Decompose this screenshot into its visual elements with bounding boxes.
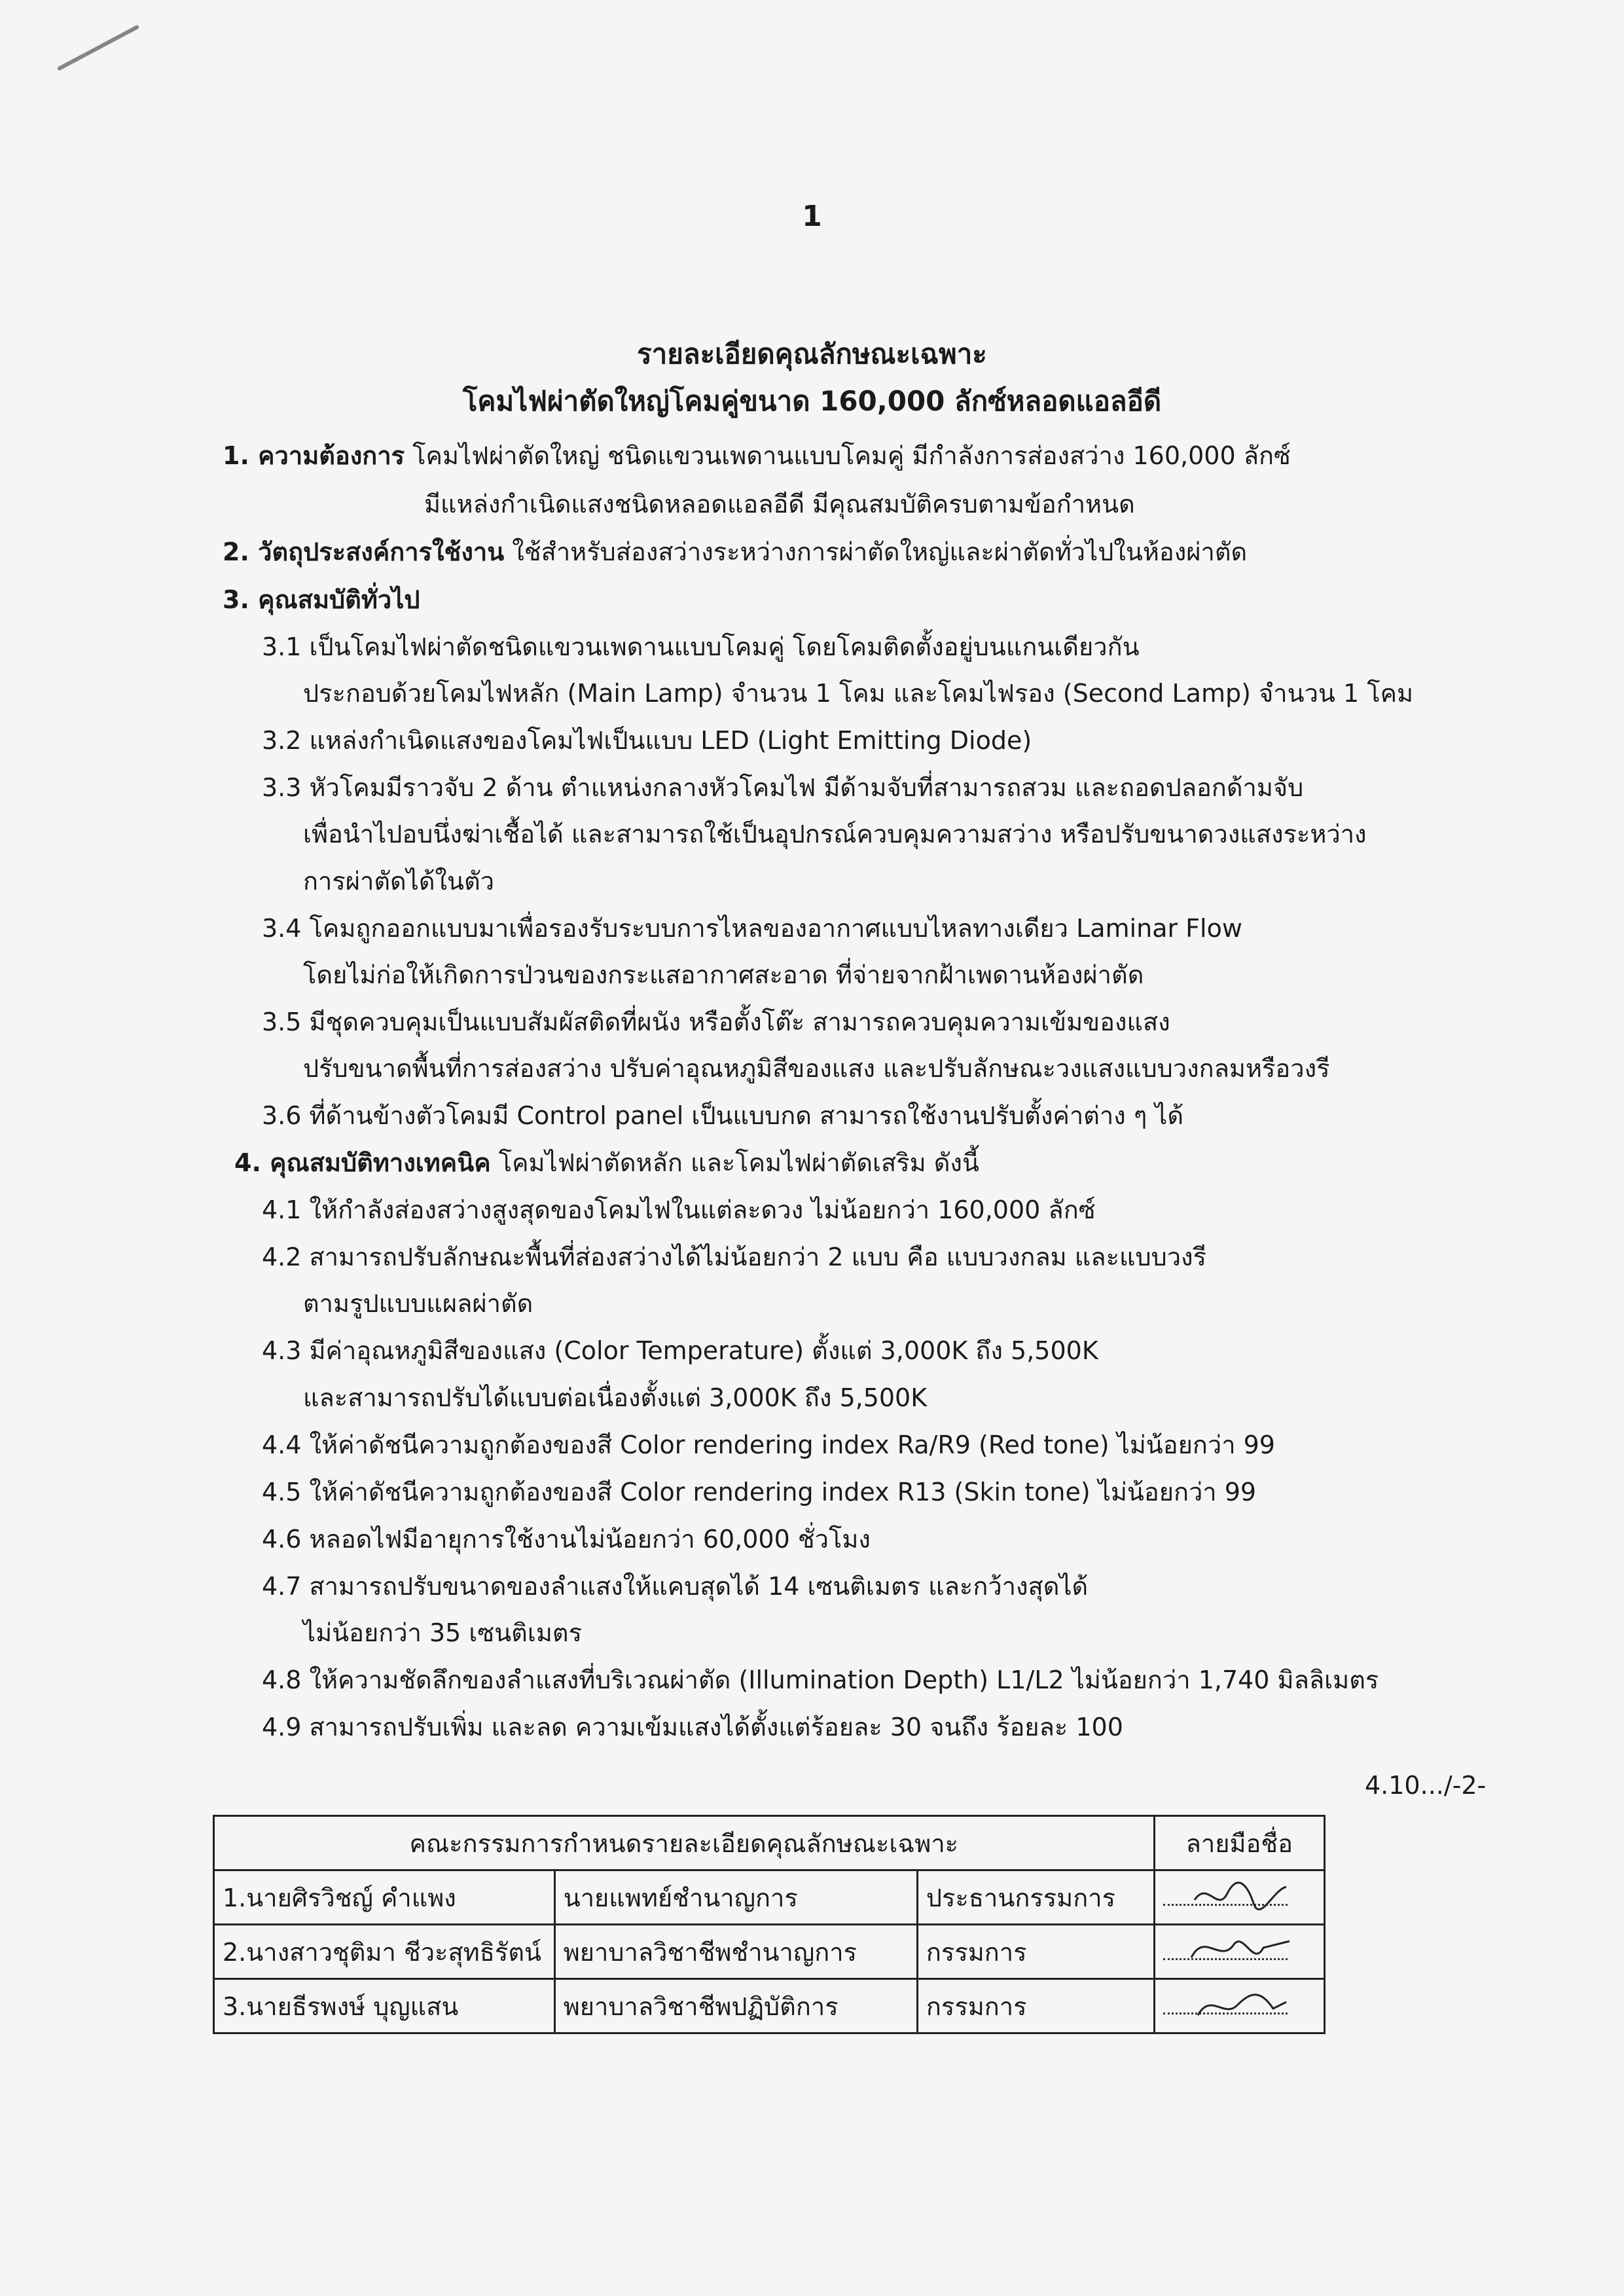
- item-3-3: 3.3 หัวโคมมีราวจับ 2 ด้าน ตำแหน่งกลางหัวโคมไฟ มีด้ามจับที่สามารถสวม และถอดปลอกด้ามจับ: [262, 773, 1304, 802]
- table-row: [214, 1925, 1325, 1979]
- member-role: กรรมการ: [917, 1925, 1154, 1979]
- table-row: [214, 1870, 1325, 1925]
- section-2: [223, 534, 1247, 570]
- section-2-text: ใช้สำหรับส่องสว่างระหว่างการผ่าตัดใหญ่และผ่าตัดทั่วไปในห้องผ่าตัด: [504, 538, 1248, 566]
- pen-mark: [57, 24, 139, 71]
- section-1-line-2: มีแหล่งกำเนิดแสงชนิดหลอดแอลอีดี มีคุณสมบัติครบตามข้อกำหนด: [424, 490, 1135, 519]
- table-row: [214, 1979, 1325, 2033]
- section-4-heading: 4. คุณสมบัติทางเทคนิค: [234, 1148, 491, 1177]
- member-role: ประธานกรรมการ: [917, 1870, 1154, 1925]
- item-3-1: 3.1 เป็นโคมไฟผ่าตัดชนิดแขวนเพดานแบบโคมคู่ โดยโคมติดตั้งอยู่บนแกนเดียวกัน: [262, 632, 1140, 661]
- item-4-7-line-2: ไม่น้อยกว่า 35 เซนติเมตร: [303, 1618, 582, 1647]
- signature-header: ลายมือชื่อ: [1154, 1816, 1324, 1870]
- section-4: [234, 1144, 979, 1181]
- committee-header-row: [214, 1816, 1325, 1870]
- item-3-1-line-2: ประกอบด้วยโคมไฟหลัก (Main Lamp) จำนวน 1 โคม และโคมไฟรอง (Second Lamp) จำนวน 1 โคม: [303, 679, 1414, 708]
- item-3-2: 3.2 แหล่งกำเนิดแสงของโคมไฟเป็นแบบ LED (Light Emitting Diode): [262, 726, 1032, 755]
- item-3-3-line-2: เพื่อนำไปอบนึ่งฆ่าเชื้อได้ และสามารถใช้เป็นอุปกรณ์ควบคุมความสว่าง หรือปรับขนาดวงแสงระหว่าง: [303, 820, 1367, 848]
- member-name: 2.นางสาวชุติมา ชีวะสุทธิรัตน์: [214, 1925, 555, 1979]
- item-3-4: 3.4 โคมถูกออกแบบมาเพื่อรองรับระบบการไหลของอากาศแบบไหลทางเดียว Laminar Flow: [262, 914, 1242, 943]
- section-3-heading: 3. คุณสมบัติทั่วไป: [223, 585, 420, 614]
- item-4-7: 4.7 สามารถปรับขนาดของลำแสงให้แคบสุดได้ 14 เซนติเมตร และกว้างสุดได้: [262, 1572, 1089, 1601]
- member-role: กรรมการ: [917, 1979, 1154, 2033]
- signature-cell: [1154, 1979, 1324, 2033]
- committee-header: คณะกรรมการกำหนดรายละเอียดคุณลักษณะเฉพาะ: [214, 1816, 1155, 1870]
- item-4-2: 4.2 สามารถปรับลักษณะพื้นที่ส่องสว่างได้ไม่น้อยกว่า 2 แบบ คือ แบบวงกลม และแบบวงรี: [262, 1243, 1207, 1271]
- item-3-6: 3.6 ที่ด้านข้างตัวโคมมี Control panel เป็นแบบกด สามารถใช้งานปรับตั้งค่าต่าง ๆ ได้: [262, 1101, 1184, 1130]
- next-page-reference: 4.10.../-2-: [1365, 1771, 1487, 1800]
- member-position: พยาบาลวิชาชีพปฏิบัติการ: [554, 1979, 917, 2033]
- document-subtitle: โคมไฟผ่าตัดใหญ่โคมคู่ขนาด 160,000 ลักซ์หลอดแอลอีดี: [462, 385, 1162, 417]
- item-3-4-line-2: โดยไม่ก่อให้เกิดการป่วนของกระแสอากาศสะอาด ที่จ่ายจากฝ้าเพดานห้องผ่าตัด: [303, 960, 1144, 989]
- page-number: 1: [802, 200, 822, 233]
- signature-cell: [1154, 1925, 1324, 1979]
- committee-table: [213, 1815, 1326, 2034]
- item-4-8: 4.8 ให้ความชัดลึกของลำแสงที่บริเวณผ่าตัด (Illumination Depth) L1/L2 ไม่น้อยกว่า 1,740 มิลลิเมตร: [262, 1666, 1379, 1694]
- section-1-text: โคมไฟผ่าตัดใหญ่ ชนิดแขวนเพดานแบบโคมคู่ มีกำลังการส่องสว่าง 160,000 ลักซ์: [405, 441, 1291, 470]
- section-2-heading: 2. วัตถุประสงค์การใช้งาน: [223, 538, 505, 566]
- document-title: รายละเอียดคุณลักษณะเฉพาะ: [637, 338, 987, 370]
- section-1-heading: 1. ความต้องการ: [223, 441, 405, 470]
- section-4-text: โคมไฟผ่าตัดหลัก และโคมไฟผ่าตัดเสริม ดังนี้: [490, 1148, 979, 1177]
- signature-scribble: [1182, 1982, 1293, 2028]
- section-1: [223, 437, 1291, 474]
- item-4-4: 4.4 ให้ค่าดัชนีความถูกต้องของสี Color rendering index Ra/R9 (Red tone) ไม่น้อยกว่า 99: [262, 1430, 1275, 1459]
- item-4-9: 4.9 สามารถปรับเพิ่ม และลด ความเข้มแสงได้ตั้งแต่ร้อยละ 30 จนถึง ร้อยละ 100: [262, 1713, 1123, 1741]
- member-position: นายแพทย์ชำนาญการ: [554, 1870, 917, 1925]
- signature-cell: [1154, 1870, 1324, 1925]
- item-3-3-line-3: การผ่าตัดได้ในตัว: [303, 867, 495, 896]
- member-name: 3.นายธีรพงษ์ บุญแสน: [214, 1979, 555, 2033]
- item-4-1: 4.1 ให้กำลังส่องสว่างสูงสุดของโคมไฟในแต่ละดวง ไม่น้อยกว่า 160,000 ลักซ์: [262, 1195, 1096, 1224]
- signature-scribble: [1182, 1928, 1293, 1974]
- item-4-6: 4.6 หลอดไฟมีอายุการใช้งานไม่น้อยกว่า 60,000 ชั่วโมง: [262, 1525, 871, 1554]
- signature-scribble: [1182, 1874, 1293, 1920]
- item-4-3: 4.3 มีค่าอุณหภูมิสีของแสง (Color Temperature) ตั้งแต่ 3,000K ถึง 5,500K: [262, 1336, 1098, 1365]
- item-3-5: 3.5 มีชุดควบคุมเป็นแบบสัมผัสติดที่ผนัง หรือตั้งโต๊ะ สามารถควบคุมความเข้มของแสง: [262, 1008, 1170, 1036]
- item-4-5: 4.5 ให้ค่าดัชนีความถูกต้องของสี Color rendering index R13 (Skin tone) ไม่น้อยกว่า 99: [262, 1478, 1257, 1506]
- item-3-5-line-2: ปรับขนาดพื้นที่การส่องสว่าง ปรับค่าอุณหภูมิสีของแสง และปรับลักษณะวงแสงแบบวงกลมหรือวงรี: [303, 1054, 1330, 1083]
- member-name: 1.นายศิรวิชญ์ คำแพง: [214, 1870, 555, 1925]
- item-4-3-line-2: และสามารถปรับได้แบบต่อเนื่องตั้งแต่ 3,000K ถึง 5,500K: [303, 1383, 928, 1412]
- member-position: พยาบาลวิชาชีพชำนาญการ: [554, 1925, 917, 1979]
- item-4-2-line-2: ตามรูปแบบแผลผ่าตัด: [303, 1289, 533, 1318]
